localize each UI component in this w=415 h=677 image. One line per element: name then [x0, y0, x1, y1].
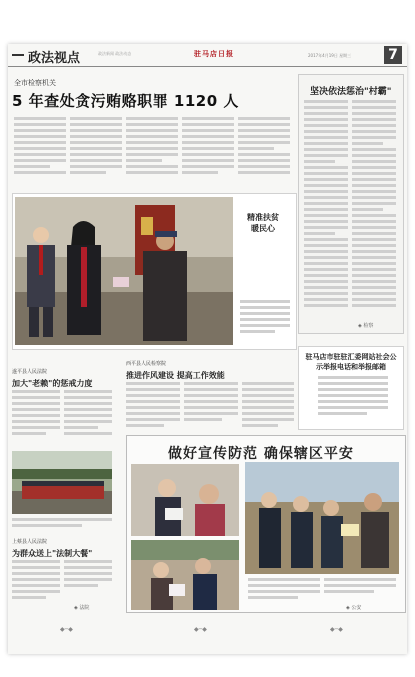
lead-kicker: 全市检察机关 — [14, 79, 56, 87]
side-body-col-2 — [352, 100, 396, 320]
photo-banner-2 — [131, 540, 239, 610]
left-item-1-kicker: 遂平县人民法院 — [12, 369, 48, 375]
banner-caption-col-2 — [324, 578, 396, 600]
notice-body — [318, 376, 388, 422]
left-item-2-body-col-2 — [64, 560, 112, 600]
issue-date: 2017年4月19日 星期三 — [308, 53, 352, 58]
lead-headline: 5 年查处贪污贿赂职罪 1120 人 — [12, 92, 239, 110]
police-stamp-icon: ◈ 公安 — [346, 605, 362, 611]
page-number: 7 — [384, 46, 402, 64]
left-photo-caption — [12, 518, 112, 532]
photo-banner-1 — [131, 464, 239, 536]
middle-body-col-1 — [126, 382, 180, 430]
section-title: 政法视点 — [28, 51, 81, 66]
photo-banner-1-image — [131, 464, 239, 536]
lead-body-col-1 — [14, 117, 66, 183]
photo-poverty-visit — [15, 197, 233, 345]
side-body-col-1 — [304, 100, 348, 320]
photo-story-title: 精准扶贫 暖民心 — [247, 213, 279, 233]
photo-banner-3 — [245, 462, 399, 574]
photo-banner-2-image — [131, 540, 239, 610]
left-item-2-body-col-1 — [12, 560, 60, 608]
court-stamp-icon: ◈ 法院 — [74, 605, 90, 611]
photo-court-crowd-image — [12, 451, 112, 514]
left-item-2-kicker: 上蔡县人民法院 — [12, 539, 48, 545]
left-item-1-body-col-1 — [12, 390, 60, 446]
lead-body-col-5 — [238, 117, 290, 183]
header-small-text: 政法新闻 政法动态 — [98, 51, 132, 56]
side-stamp-icon: ◈ 检察 — [358, 323, 374, 329]
middle-item-headline: 推进作风建设 提高工作效能 — [126, 371, 225, 380]
banner-title: 做好宣传防范 确保辖区平安 — [168, 446, 354, 462]
middle-body-col-2 — [184, 382, 238, 430]
side-column-title: 坚决依法惩治"村霸" — [310, 87, 392, 97]
footer-marker-right: ◆─◆ — [330, 626, 343, 633]
newspaper-logo: 驻马店日报 — [194, 50, 234, 58]
lead-body-col-4 — [182, 117, 234, 183]
footer-marker-left: ◆─◆ — [60, 626, 73, 633]
header-dash — [12, 54, 24, 56]
banner-caption-col-1 — [248, 578, 320, 606]
lead-body-col-2 — [70, 117, 122, 183]
photo-poverty-visit-image — [15, 197, 233, 345]
middle-item-kicker: 西平县人民检察院 — [126, 361, 167, 367]
photo-court-crowd — [12, 451, 112, 514]
left-item-1-headline: 加大"老赖"的惩戒力度 — [12, 379, 93, 388]
photo-story-caption — [240, 300, 290, 340]
footer-marker-center: ◆─◆ — [194, 626, 207, 633]
notice-title: 驻马店市驻驻汇委网站社会公示举报电话和举报邮箱 — [305, 353, 397, 371]
page-header — [8, 44, 407, 67]
photo-banner-3-image — [245, 462, 399, 574]
left-item-2-headline: 为群众送上"法制大餐" — [12, 549, 93, 558]
lead-body-col-3 — [126, 117, 178, 183]
left-item-1-body-col-2 — [64, 390, 112, 446]
middle-body-col-3 — [242, 382, 294, 430]
